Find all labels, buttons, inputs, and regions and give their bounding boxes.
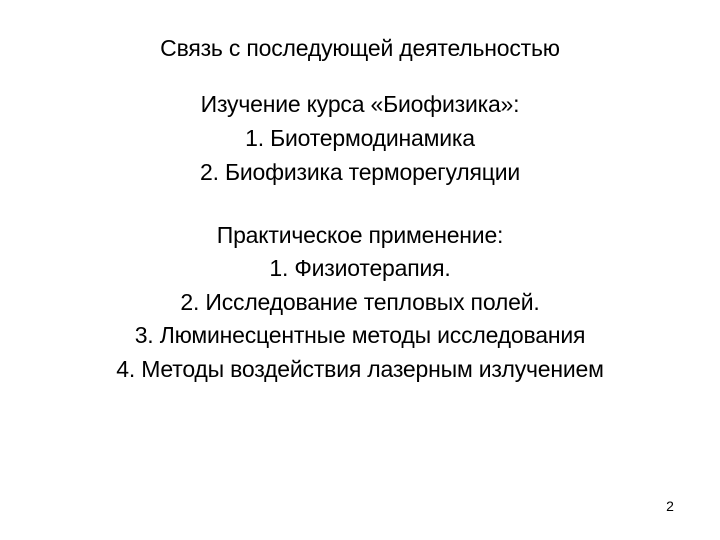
course-study-heading: Изучение курса «Биофизика»:	[200, 91, 520, 117]
practical-application-heading: Практическое применение:	[216, 222, 504, 248]
page-number: 2	[666, 498, 674, 514]
list-item: 2. Биофизика терморегуляции	[200, 159, 520, 185]
list-item: 2. Исследование тепловых полей.	[180, 288, 540, 315]
practical-application-section	[0, 219, 720, 386]
list-item: 1. Биотермодинамика	[245, 125, 475, 151]
course-study-section	[0, 87, 720, 189]
list-item: 3. Люминесцентные методы исследования	[134, 322, 586, 349]
list-item: 1. Физиотерапия.	[269, 255, 451, 282]
list-item: 4. Методы воздействия лазерным излучением	[116, 355, 604, 382]
slide-title: Связь с последующей деятельностью	[160, 35, 560, 61]
